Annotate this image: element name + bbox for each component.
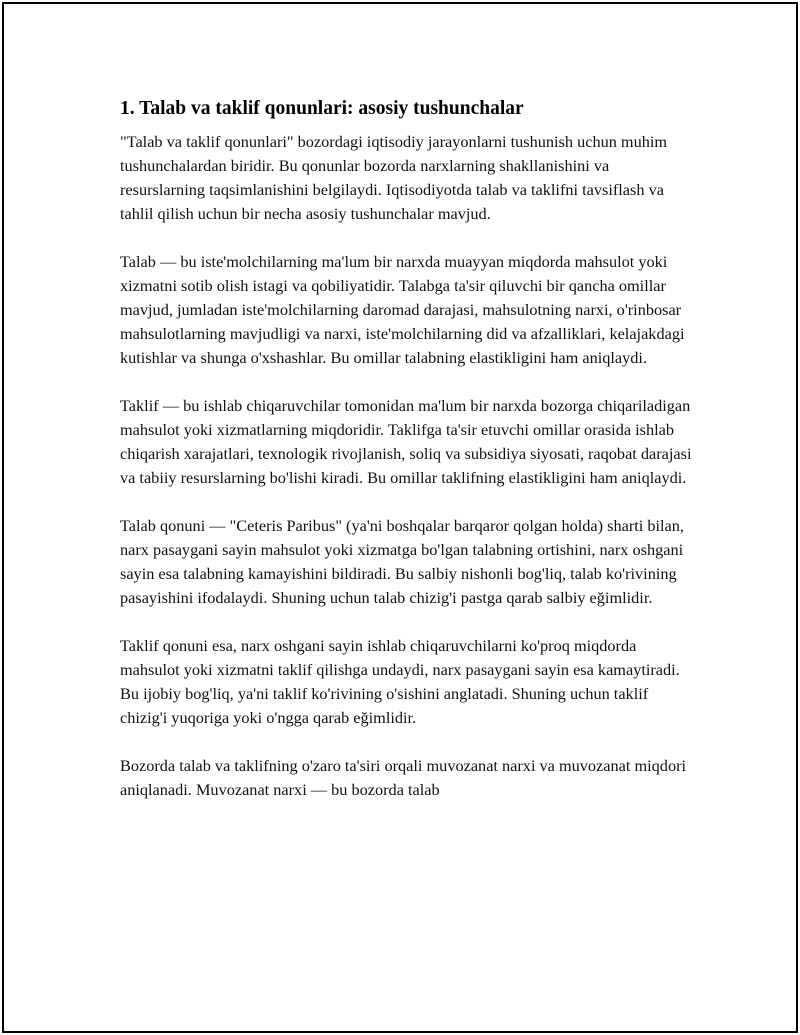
paragraph-equilibrium: Bozorda talab va taklifning o'zaro ta'siri orqali muvozanat narxi va muvozanat miqdori aniqlanadi. Muvozanat narxi — bu bozorda talab — [120, 756, 687, 799]
paragraph-intro: "Talab va taklif qonunlari" bozordagi iqtisodiy jarayonlarni tushunish uchun muhim tushunchalardan biridir. Bu qonunlar bozorda narxlarning shakllanishini va resurslarning taqsimlanishini belgilaydi. Iqtisodiyotda talab va taklifni tavsiflash va tahlil qilish uchun bir necha asosiy tushunchalar mavjud. — [120, 132, 668, 223]
paragraph-law-of-demand: Talab qonuni — "Ceteris Paribus" (ya'ni boshqalar barqaror qolgan holda) sharti bilan, narx pasaygani sayin mahsulot yoki xizmatga bo'lgan talabning ortishini, narx oshgani sayin esa talabning kamayishini bildiradi. Bu salbiy nishonli bog'liq, talab ko'rivining pasayishini ifodalaydi. Shuning uchun talab chizig'i pastga qarab salbiy eğimlidir. — [120, 516, 684, 607]
paragraph-supply: Taklif — bu ishlab chiqaruvchilar tomonidan ma'lum bir narxda bozorga chiqariladigan mahsulot yoki xizmatlarning miqdoridir. Taklifga ta'sir etuvchi omillar orasida ishlab chiqarish xarajatlari, texnologik rivojlanish, soliq va subsidiya siyosati, raqobat darajasi va tabiiy resurslarning bo'lishi kiradi. Bu omillar taklifning elastikligini ham aniqlaydi. — [120, 396, 692, 487]
page-content — [120, 96, 695, 826]
page-frame — [2, 2, 798, 1033]
section-heading: 1. Talab va taklif qonunlari: asosiy tushunchalar — [120, 98, 524, 119]
paragraph-law-of-supply: Taklif qonuni esa, narx oshgani sayin ishlab chiqaruvchilarni ko'proq miqdorda mahsulot yoki xizmatni taklif qilishga undaydi, narx pasaygani sayin esa kamaytiradi. Bu ijobiy bog'liq, ya'ni taklif ko'rivining o'sishini anglatadi. Shuning uchun taklif chizig'i yuqoriga yoki o'ngga qarab eğimlidir. — [120, 636, 680, 727]
paragraph-demand: Talab — bu iste'molchilarning ma'lum bir narxda muayyan miqdorda mahsulot yoki xizmatni sotib olish istagi va qobiliyatidir. Talabga ta'sir qiluvchi bir qancha omillar mavjud, jumladan iste'molchilarning daromad darajasi, mahsulotning narxi, o'rinbosar mahsulotlarning mavjudligi va narxi, iste'molchilarning did va afzalliklari, kelajakdagi kutishlar va shunga o'xshashlar. Bu omillar talabning elastikligini ham aniqlaydi. — [120, 252, 685, 367]
